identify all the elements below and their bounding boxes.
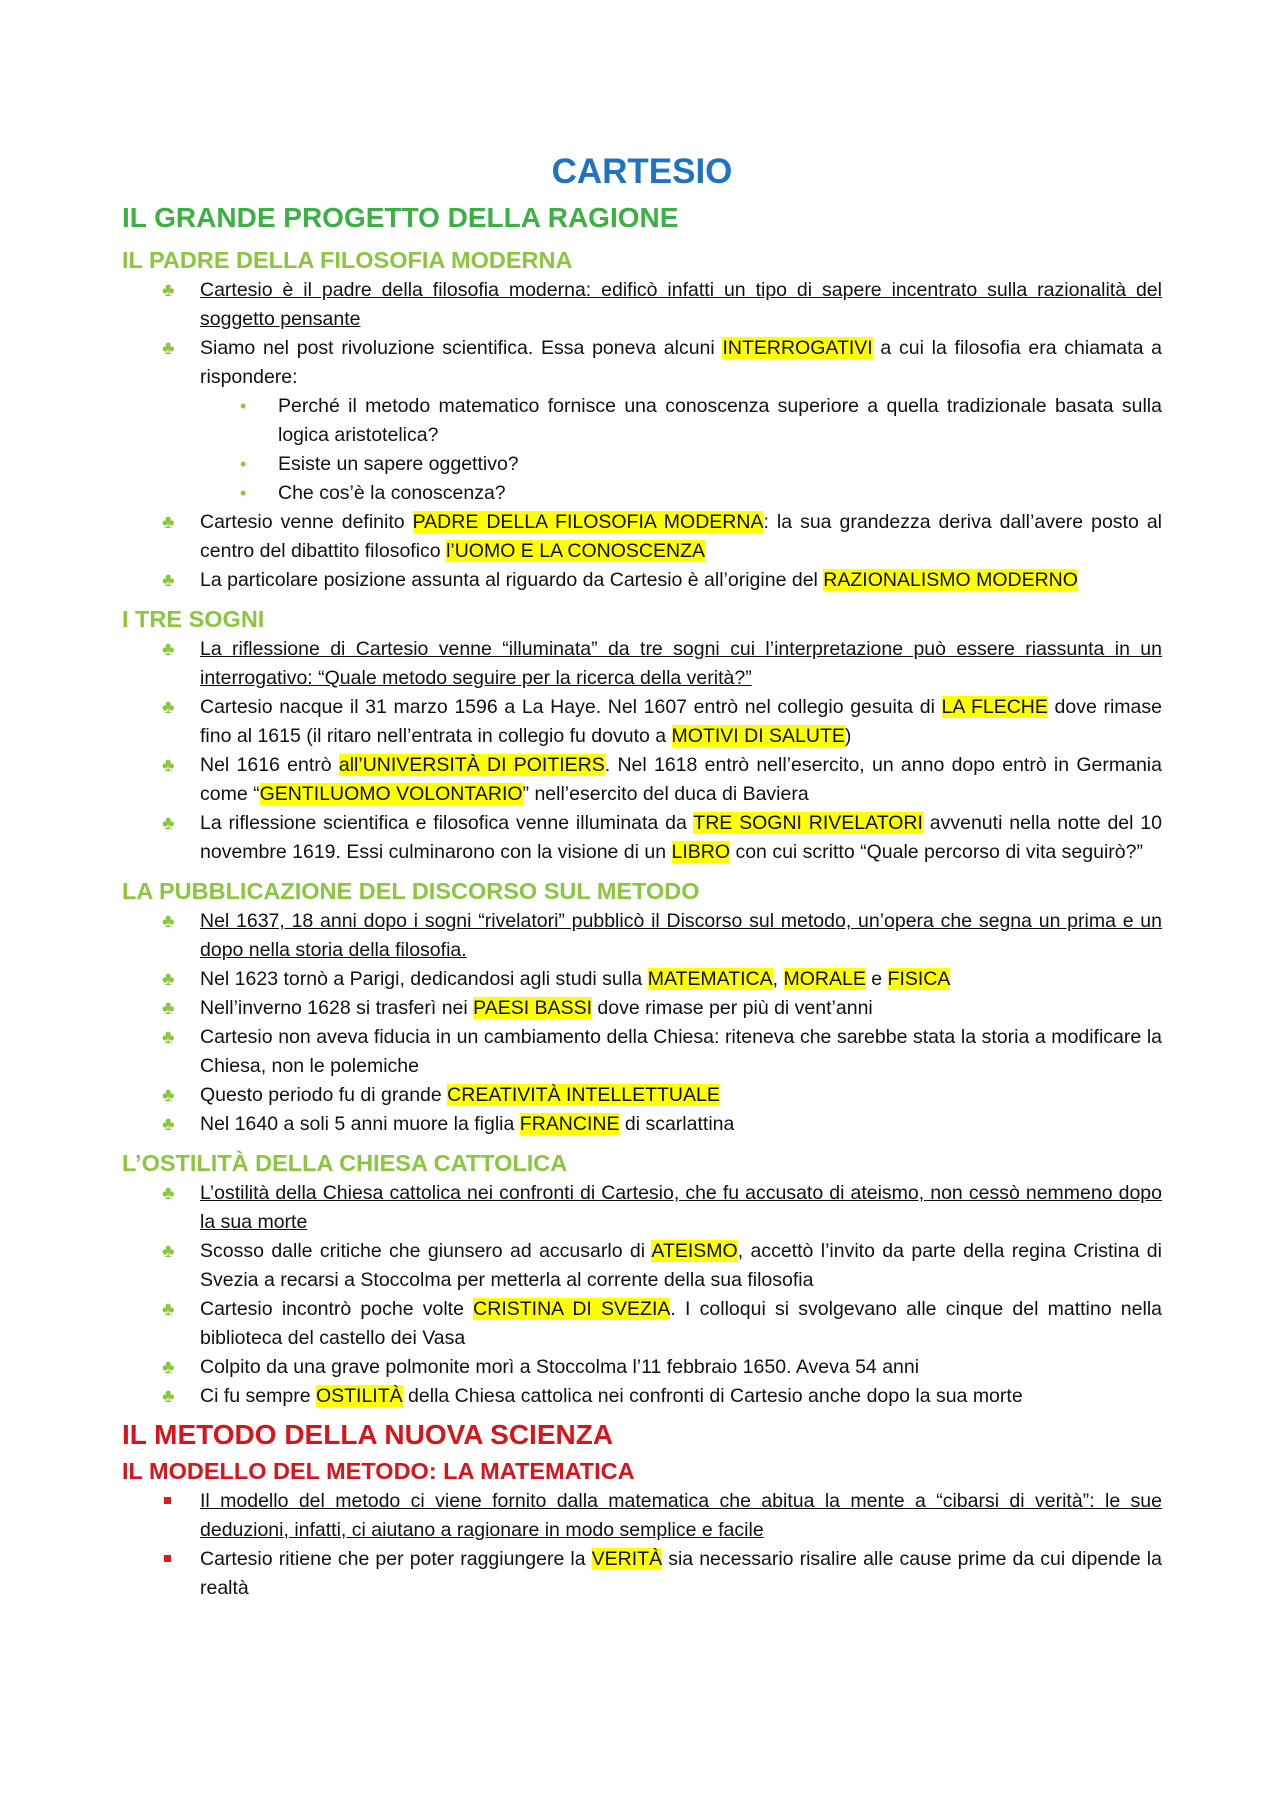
list-item: ♣ Nel 1637, 18 anni dopo i sogni “rivelatori” pubblicò il Discorso sul metodo, un’opera che segna un prima e un dopo nella storia della filosofia.: [122, 907, 1162, 965]
sub-list-item: • Che cos’è la conoscenza?: [122, 479, 1162, 508]
list-item: ♣ Cartesio è il padre della filosofia moderna: edificò infatti un tipo di sapere incentrato sulla razionalità del soggetto pensante: [122, 276, 1162, 334]
clover-bullet-icon: ♣: [162, 1085, 175, 1106]
bullet-list: [122, 907, 1162, 1139]
list-item: ♣ Cartesio non aveva fiducia in un cambiamento della Chiesa: riteneva che sarebbe stata la storia a modificare la Chiesa, non le polemiche: [122, 1023, 1162, 1081]
clover-bullet-icon: ♣: [162, 1386, 175, 1407]
highlight: MORALE: [783, 968, 866, 990]
highlight: GENTILUOMO VOLONTARIO: [259, 783, 523, 805]
clover-bullet-icon: ♣: [162, 1357, 175, 1378]
sub-list: [122, 392, 1162, 508]
list-item: ♣ Scosso dalle critiche che giunsero ad accusarlo di ATEISMO, accettò l’invito da parte della regina Cristina di Svezia a recarsi a Stoccolma per metterla al corrente della sua filosofia: [122, 1237, 1162, 1295]
clover-bullet-icon: ♣: [162, 280, 175, 301]
list-item: ♣ Cartesio nacque il 31 marzo 1596 a La Haye. Nel 1607 entrò nel collegio gesuita di LA FLECHE dove rimase fino al 1615 (il ritaro nell’entrata in collegio fu dovuto a MOTIVI DI SALUTE): [122, 693, 1162, 751]
highlight: CRISTINA DI SVEZIA: [473, 1298, 671, 1320]
highlight: VERITÀ: [591, 1548, 663, 1570]
subheading-padre-filosofia: IL PADRE DELLA FILOSOFIA MODERNA: [122, 247, 573, 273]
list-item: ♣ Cartesio venne definito PADRE DELLA FILOSOFIA MODERNA: la sua grandezza deriva dall’avere posto al centro del dibattito filosofico l’UOMO E LA CONOSCENZA: [122, 508, 1162, 566]
list-item: ♣ L’ostilità della Chiesa cattolica nei confronti di Cartesio, che fu accusato di ateismo, non cessò nemmeno dopo la sua morte: [122, 1179, 1162, 1237]
clover-bullet-icon: ♣: [162, 512, 175, 533]
bullet-list: [122, 1179, 1162, 1411]
document-page: [122, 150, 1162, 1603]
highlight: PADRE DELLA FILOSOFIA MODERNA: [412, 511, 764, 533]
highlight: CREATIVITÀ INTELLETTUALE: [447, 1084, 720, 1106]
section-heading-metodo-nuova-scienza: IL METODO DELLA NUOVA SCIENZA: [122, 1419, 614, 1450]
bullet-list: [122, 276, 1162, 595]
clover-bullet-icon: ♣: [162, 1299, 175, 1320]
highlight: PAESI BASSI: [473, 997, 592, 1019]
clover-bullet-icon: ♣: [162, 998, 175, 1019]
sub-list-item: • Perché il metodo matematico fornisce una conoscenza superiore a quella tradizionale basata sulla logica aristotelica?: [122, 392, 1162, 450]
clover-bullet-icon: ♣: [162, 813, 175, 834]
highlight: RAZIONALISMO MODERNO: [823, 569, 1078, 591]
dot-bullet-icon: •: [240, 483, 247, 503]
clover-bullet-icon: ♣: [162, 1114, 175, 1135]
list-item: ♣ La riflessione scientifica e filosofica venne illuminata da TRE SOGNI RIVELATORI avvenuti nella notte del 10 novembre 1619. Essi culminarono con la visione di un LIBRO con cui scritto “Quale percorso di vita seguirò?”: [122, 809, 1162, 867]
clover-bullet-icon: ♣: [162, 1027, 175, 1048]
clover-bullet-icon: ♣: [162, 570, 175, 591]
highlight: FISICA: [887, 968, 951, 990]
clover-bullet-icon: ♣: [162, 639, 175, 660]
clover-bullet-icon: ♣: [162, 697, 175, 718]
highlight: TRE SOGNI RIVELATORI: [693, 812, 923, 834]
highlight: MATEMATICA: [647, 968, 773, 990]
dot-bullet-icon: •: [240, 396, 247, 416]
highlight: ATEISMO: [651, 1240, 738, 1262]
list-item: ♣ La riflessione di Cartesio venne “illuminata” da tre sogni cui l’interpretazione può essere riassunta in un interrogativo: “Quale metodo seguire per la ricerca della verità?”: [122, 635, 1162, 693]
highlight: INTERROGATIVI: [722, 337, 873, 359]
clover-bullet-icon: ♣: [162, 969, 175, 990]
subheading-ostilita-chiesa: L’OSTILITÀ DELLA CHIESA CATTOLICA: [122, 1150, 568, 1176]
highlight: l’UOMO E LA CONOSCENZA: [446, 540, 706, 562]
bullet-list: [122, 1487, 1162, 1603]
section-heading-grande-progetto: IL GRANDE PROGETTO DELLA RAGIONE: [122, 202, 679, 233]
clover-bullet-icon: ♣: [162, 755, 175, 776]
list-item: ♣ La particolare posizione assunta al riguardo da Cartesio è all’origine del RAZIONALISMO MODERNO: [122, 566, 1162, 595]
highlight: all’UNIVERSITÀ DI POITIERS: [338, 754, 605, 776]
list-item: ♣ Questo periodo fu di grande CREATIVITÀ INTELLETTUALE: [122, 1081, 1162, 1110]
list-item: ♣ Nel 1640 a soli 5 anni muore la figlia FRANCINE di scarlattina: [122, 1110, 1162, 1139]
highlight: MOTIVI DI SALUTE: [671, 725, 845, 747]
highlight: LA FLECHE: [941, 696, 1048, 718]
list-item: ♣ Nel 1616 entrò all’UNIVERSITÀ DI POITIERS. Nel 1618 entrò nell’esercito, un anno dopo entrò in Germania come “GENTILUOMO VOLONTARIO” nell’esercito del duca di Baviera: [122, 751, 1162, 809]
list-item: ♣ Siamo nel post rivoluzione scientifica. Essa poneva alcuni INTERROGATIVI a cui la filosofia era chiamata a rispondere: • Perché il metodo matematico fornisce una conoscenza superiore a quella tradizionale basata sulla logica aristotelica? • Esiste un sapere oggettivo? • Che cos’è la conoscenza?: [122, 334, 1162, 508]
highlight: LIBRO: [671, 841, 731, 863]
list-item: ♣ Nell’inverno 1628 si trasferì nei PAESI BASSI dove rimase per più di vent’anni: [122, 994, 1162, 1023]
clover-bullet-icon: ♣: [162, 1241, 175, 1262]
list-item: ♣ Colpito da una grave polmonite morì a Stoccolma l’11 febbraio 1650. Aveva 54 anni: [122, 1353, 1162, 1382]
clover-bullet-icon: ♣: [162, 911, 175, 932]
document-title: CARTESIO: [551, 152, 733, 191]
clover-bullet-icon: ♣: [162, 338, 175, 359]
sub-list-item: • Esiste un sapere oggettivo?: [122, 450, 1162, 479]
list-item: ♣ Nel 1623 tornò a Parigi, dedicandosi agli studi sulla MATEMATICA, MORALE e FISICA: [122, 965, 1162, 994]
square-bullet-icon: [164, 1555, 171, 1562]
dot-bullet-icon: •: [240, 454, 247, 474]
highlight: FRANCINE: [519, 1113, 620, 1135]
bullet-list: [122, 635, 1162, 867]
subheading-discorso-metodo: LA PUBBLICAZIONE DEL DISCORSO SUL METODO: [122, 878, 700, 904]
list-item: ♣ Ci fu sempre OSTILITÀ della Chiesa cattolica nei confronti di Cartesio anche dopo la sua morte: [122, 1382, 1162, 1411]
square-bullet-icon: [164, 1497, 171, 1504]
list-item: Cartesio ritiene che per poter raggiungere la VERITÀ sia necessario risalire alle cause prime da cui dipende la realtà: [122, 1545, 1162, 1603]
highlight: OSTILITÀ: [315, 1385, 403, 1407]
list-item: ♣ Cartesio incontrò poche volte CRISTINA DI SVEZIA. I colloqui si svolgevano alle cinque del mattino nella biblioteca del castello dei Vasa: [122, 1295, 1162, 1353]
subheading-modello-metodo: IL MODELLO DEL METODO: LA MATEMATICA: [122, 1458, 635, 1484]
subheading-tre-sogni: I TRE SOGNI: [122, 606, 265, 632]
list-item: Il modello del metodo ci viene fornito dalla matematica che abitua la mente a “cibarsi di verità”: le sue deduzioni, infatti, ci aiutano a ragionare in modo semplice e facile: [122, 1487, 1162, 1545]
clover-bullet-icon: ♣: [162, 1183, 175, 1204]
